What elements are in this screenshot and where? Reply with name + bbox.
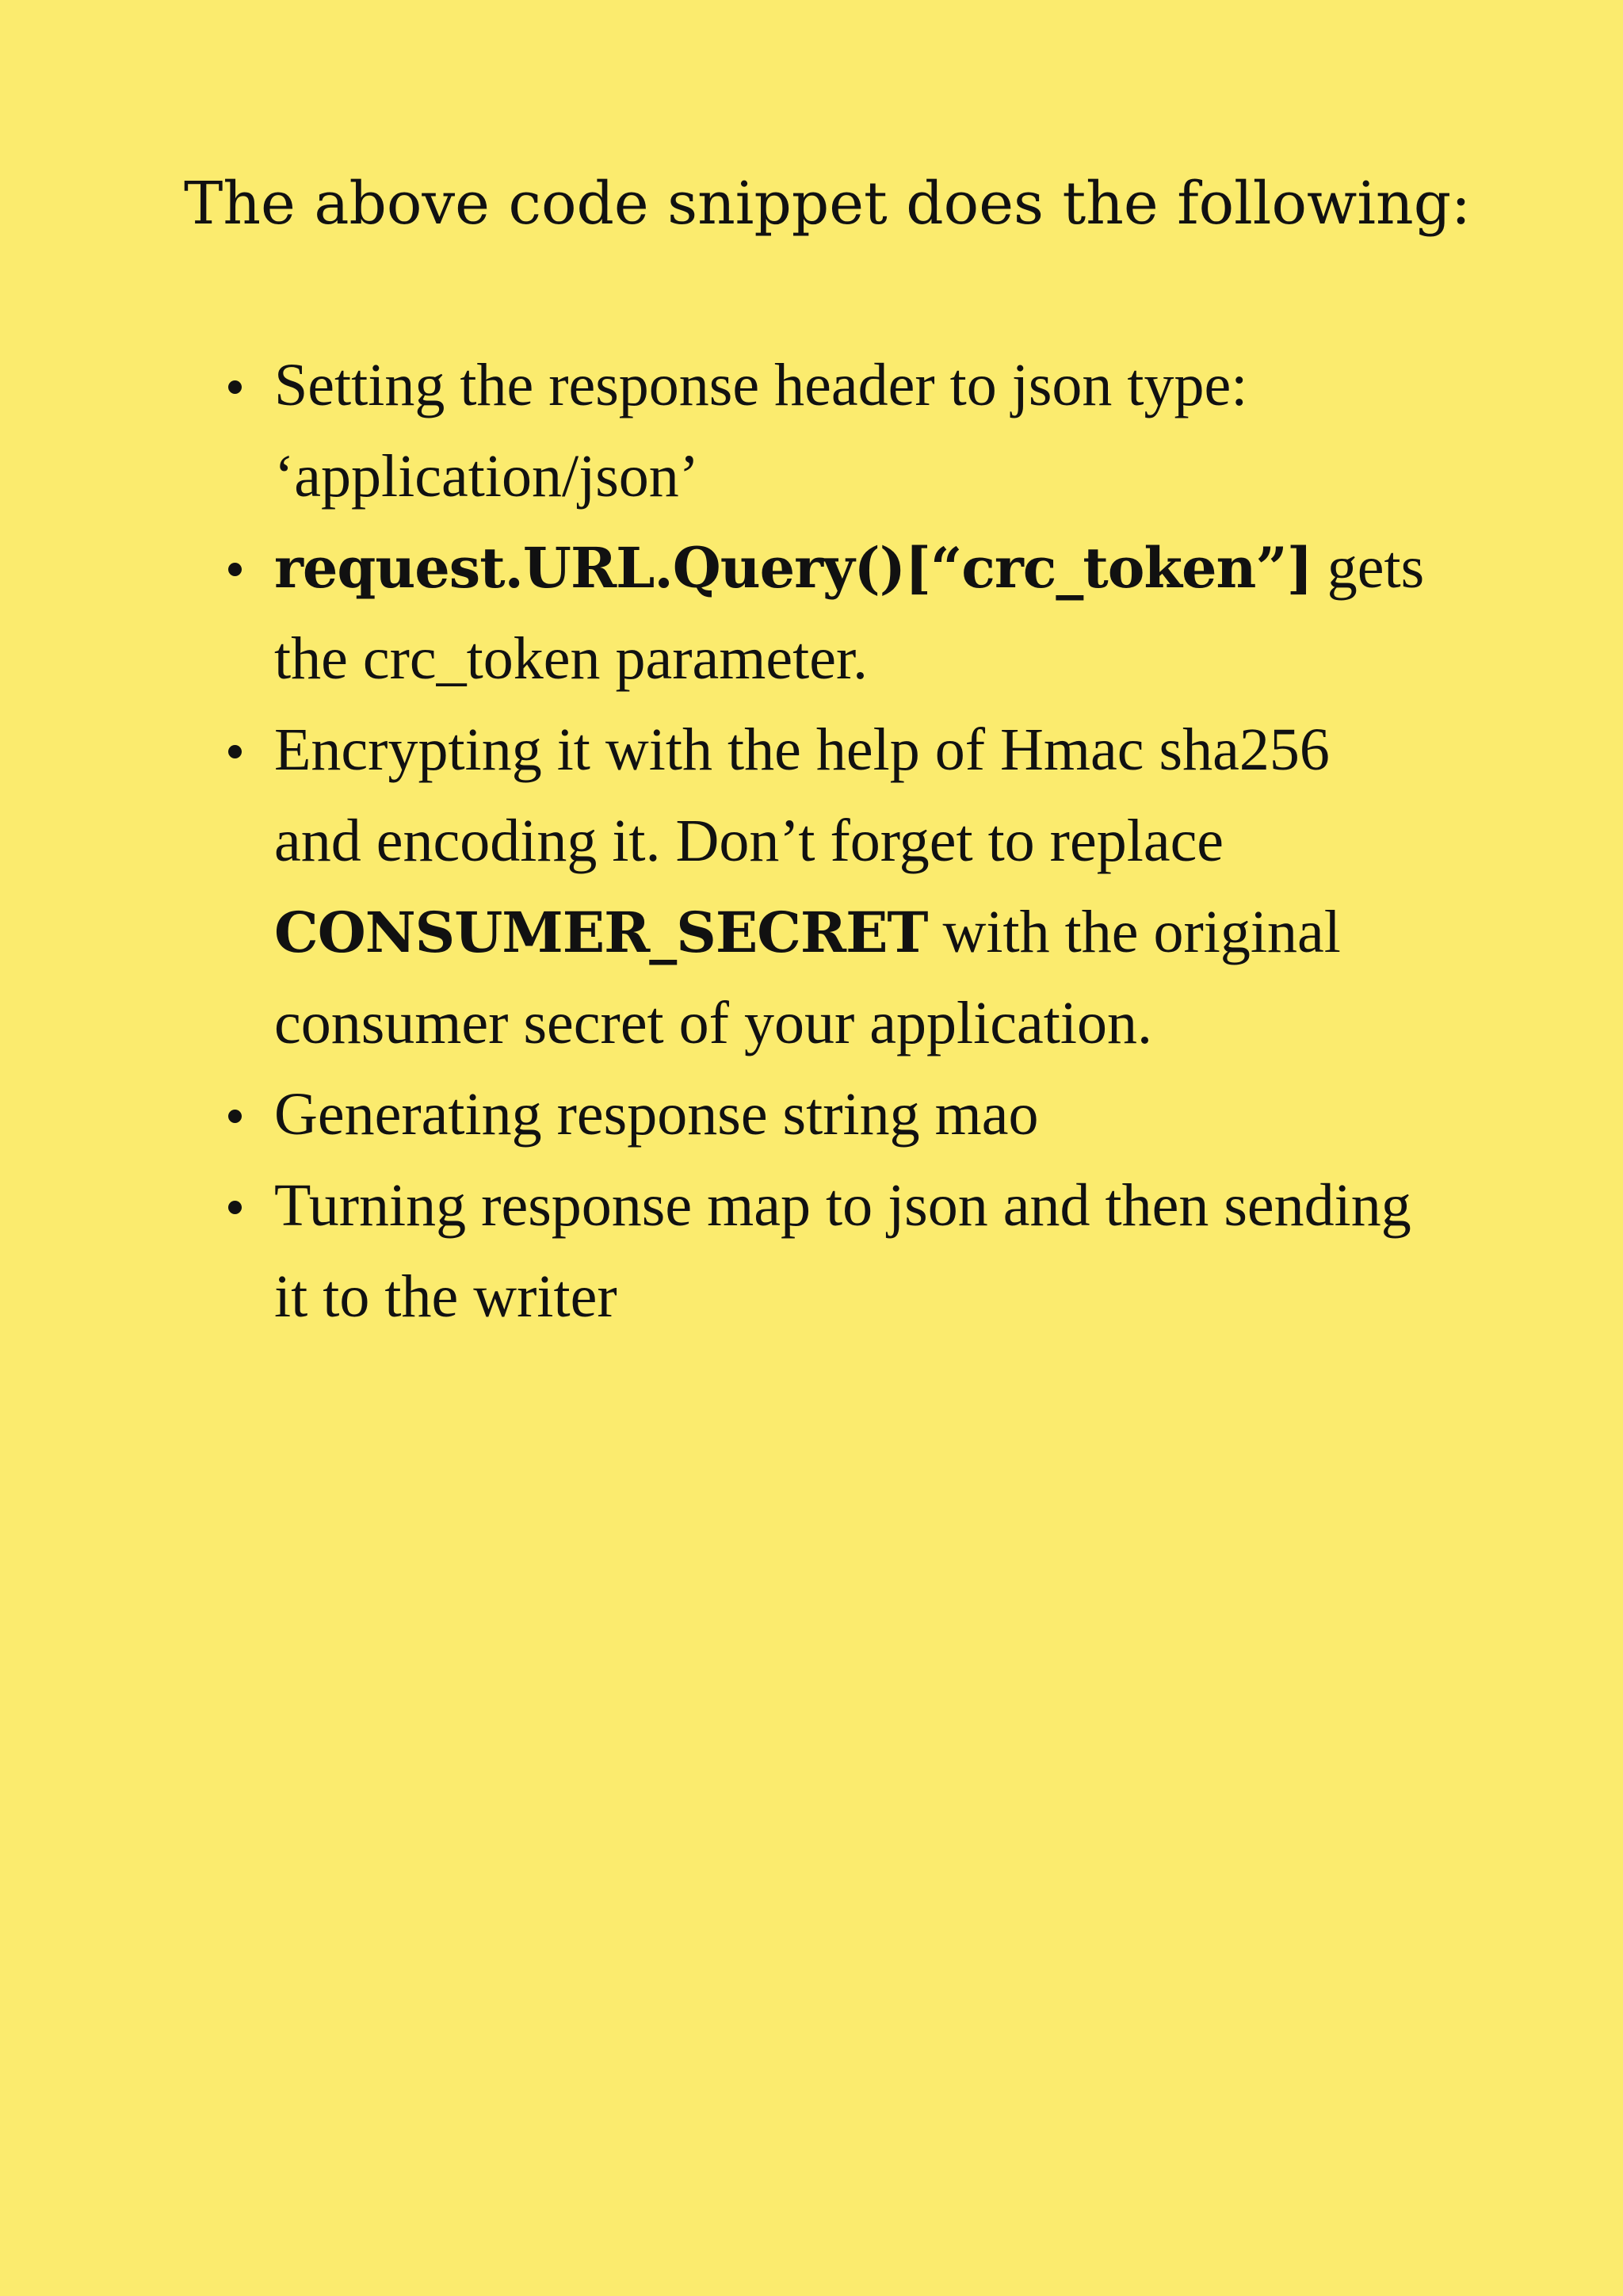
list-item xyxy=(274,705,1431,1069)
bullet-dot-icon xyxy=(228,380,242,394)
bullet-dot-icon xyxy=(228,745,242,758)
bullet-dot-icon xyxy=(228,563,242,576)
bullet-list xyxy=(274,340,1431,1343)
list-item-text: with the original consumer secret of your application. xyxy=(274,899,1341,1056)
code-snippet-text: CONSUMER_SECRET xyxy=(274,900,928,965)
list-item xyxy=(274,1069,1431,1160)
list-item-text: Encrypting it with the help of Hmac sha256 and encoding it. Don’t forget to replace xyxy=(274,716,1330,874)
list-item xyxy=(274,1160,1431,1343)
list-item-text: gets the crc_token parameter. xyxy=(274,534,1425,692)
list-item xyxy=(274,340,1431,522)
bullet-dot-icon xyxy=(228,1110,242,1123)
intro-text: The above code snippet does the following: xyxy=(184,170,1471,238)
list-item-text: Setting the response header to json type: ‘application/json’ xyxy=(274,352,1248,510)
list-item-text: Generating response string mao xyxy=(274,1081,1039,1148)
code-snippet-text: request.URL.Query()[“crc_token”] xyxy=(274,535,1312,601)
bullet-dot-icon xyxy=(228,1201,242,1214)
list-item xyxy=(274,522,1431,705)
list-item-text: Turning response map to json and then sending it to the writer xyxy=(274,1172,1411,1330)
